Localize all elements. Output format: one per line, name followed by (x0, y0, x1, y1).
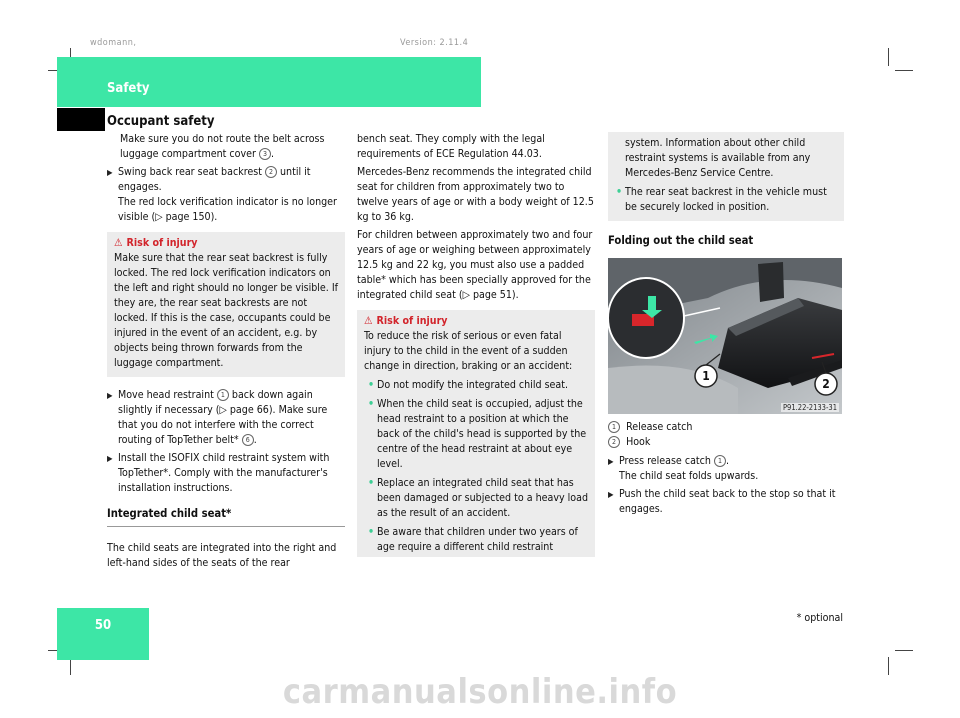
step: ▶ Swing back rear seat backrest 2 until it engages. The red lock verification indicator is no longer visible (▷ page 150). (107, 166, 337, 223)
step-arrow-icon: ▶ (107, 391, 113, 400)
meta-left: wdomann, (90, 38, 137, 48)
column-2 (357, 132, 595, 557)
warning-title: ⚠ Risk of injury (114, 237, 198, 249)
child-seat-photo (608, 258, 842, 414)
step-arrow-icon: ▶ (608, 490, 614, 499)
subsection-title: Occupant safety (107, 114, 215, 129)
photo-illustration (608, 258, 842, 414)
callout-number: 6 (242, 434, 254, 446)
paragraph: bench seat. They comply with the legal requirements of ECE Regulation 44.03. (357, 133, 545, 160)
crop-mark (888, 48, 889, 66)
crop-mark (895, 650, 913, 651)
callout-number: 1 (714, 455, 726, 467)
warning-text: Make sure that the rear seat backrest is fully locked. The red lock verification indicators on the left and right should no longer be visible. If they are, the rear seat backrests are not locked. If this is the case, occupants could be injured in the event of an accident, e.g. by objects being thrown forwards from the luggage compartment. (114, 252, 338, 369)
bullet-icon: • (368, 398, 375, 410)
paragraph: For children between approximately two and four years of age or weighing between approximately 12.5 kg and 22 kg, you must also use a padded table* which has been specially approved for the integrated child seat (▷ page 51). (357, 229, 593, 301)
watermark: carmanualsonline.info (282, 672, 678, 712)
photo-label: 1 (702, 369, 710, 383)
paragraph: Make sure you do not route the belt across luggage compartment cover 3 . (120, 133, 325, 160)
step: ▶ Push the child seat back to the stop so that it engages. (608, 488, 836, 515)
bullet-icon: • (368, 526, 375, 538)
step: ▶ Install the ISOFIX child restraint system with TopTether*. Comply with the manufacturer's installation instructions. (107, 452, 330, 494)
list-item: • The rear seat backrest in the vehicle must be securely locked in position. (616, 186, 827, 213)
paragraph: Mercedes-Benz recommends the integrated child seat for children from approximately two to twelve years of age or with a body weight of 12.5 kg to 36 kg. (357, 166, 594, 223)
heading-folding-out: Folding out the child seat (608, 234, 754, 247)
column-3-lower (608, 420, 844, 517)
bullet-icon: • (616, 186, 623, 198)
warning-box (107, 232, 345, 377)
bullet-icon: • (368, 477, 375, 489)
optional-footnote: * optional (796, 612, 843, 624)
column-3 (608, 132, 844, 248)
page-number: 50 (94, 618, 112, 633)
warning-triangle-icon: ⚠ (114, 237, 123, 249)
bullet-icon: • (368, 379, 375, 391)
warning-triangle-icon: ⚠ (364, 315, 373, 327)
step: ▶ Press release catch 1 . The child seat folds upwards. (608, 455, 759, 482)
section-title: Safety (107, 81, 150, 96)
section-tab (57, 108, 105, 131)
warning-box (357, 310, 595, 557)
list-item: • Do not modify the integrated child seat. (368, 379, 569, 391)
step: ▶ Move head restraint 1 back down again slightly if necessary (▷ page 66). Make sure that you do not interfere with the correct routing of TopTether belt* 6 . (107, 389, 328, 446)
paragraph: The child seats are integrated into the right and left-hand sides of the seats of the rear (107, 542, 337, 569)
warning-text: To reduce the risk of serious or even fatal injury to the child in the event of a sudden change in direction, braking or an accident: (364, 330, 573, 372)
step-arrow-icon: ▶ (107, 168, 113, 177)
column-1 (107, 132, 345, 571)
crop-mark (895, 70, 913, 71)
warning-box-continued (608, 132, 844, 221)
warning-text: system. Information about other child restraint systems is available from any Mercedes-Benz Service Centre. (625, 137, 811, 179)
meta-right: Version: 2.11.4 (400, 38, 469, 48)
legend-item: 1 Release catch (608, 420, 844, 435)
photo-label: 2 (822, 377, 830, 391)
legend-item: 2 Hook (608, 435, 844, 450)
step-arrow-icon: ▶ (107, 454, 113, 463)
list-item: • Be aware that children under two years of age require a different child restraint (368, 526, 578, 553)
list-item: • Replace an integrated child seat that has been damaged or subjected to a heavy load as the result of an accident. (368, 477, 589, 519)
step-arrow-icon: ▶ (608, 457, 614, 466)
callout-number: 1 (217, 389, 229, 401)
warning-title: ⚠ Risk of injury (364, 315, 448, 327)
callout-number: 3 (259, 148, 271, 160)
list-item: • When the child seat is occupied, adjust the head restraint to a position at which the back of the child's head is supported by the centre of the head restraint at about eye level. (368, 398, 587, 470)
photo-code: P91.22-2133-31 (782, 403, 837, 412)
callout-number: 2 (608, 436, 620, 448)
page-number-box (57, 608, 149, 660)
callout-number: 1 (608, 421, 620, 433)
heading-integrated-child-seat: Integrated child seat* (107, 506, 345, 527)
callout-number: 2 (265, 166, 277, 178)
